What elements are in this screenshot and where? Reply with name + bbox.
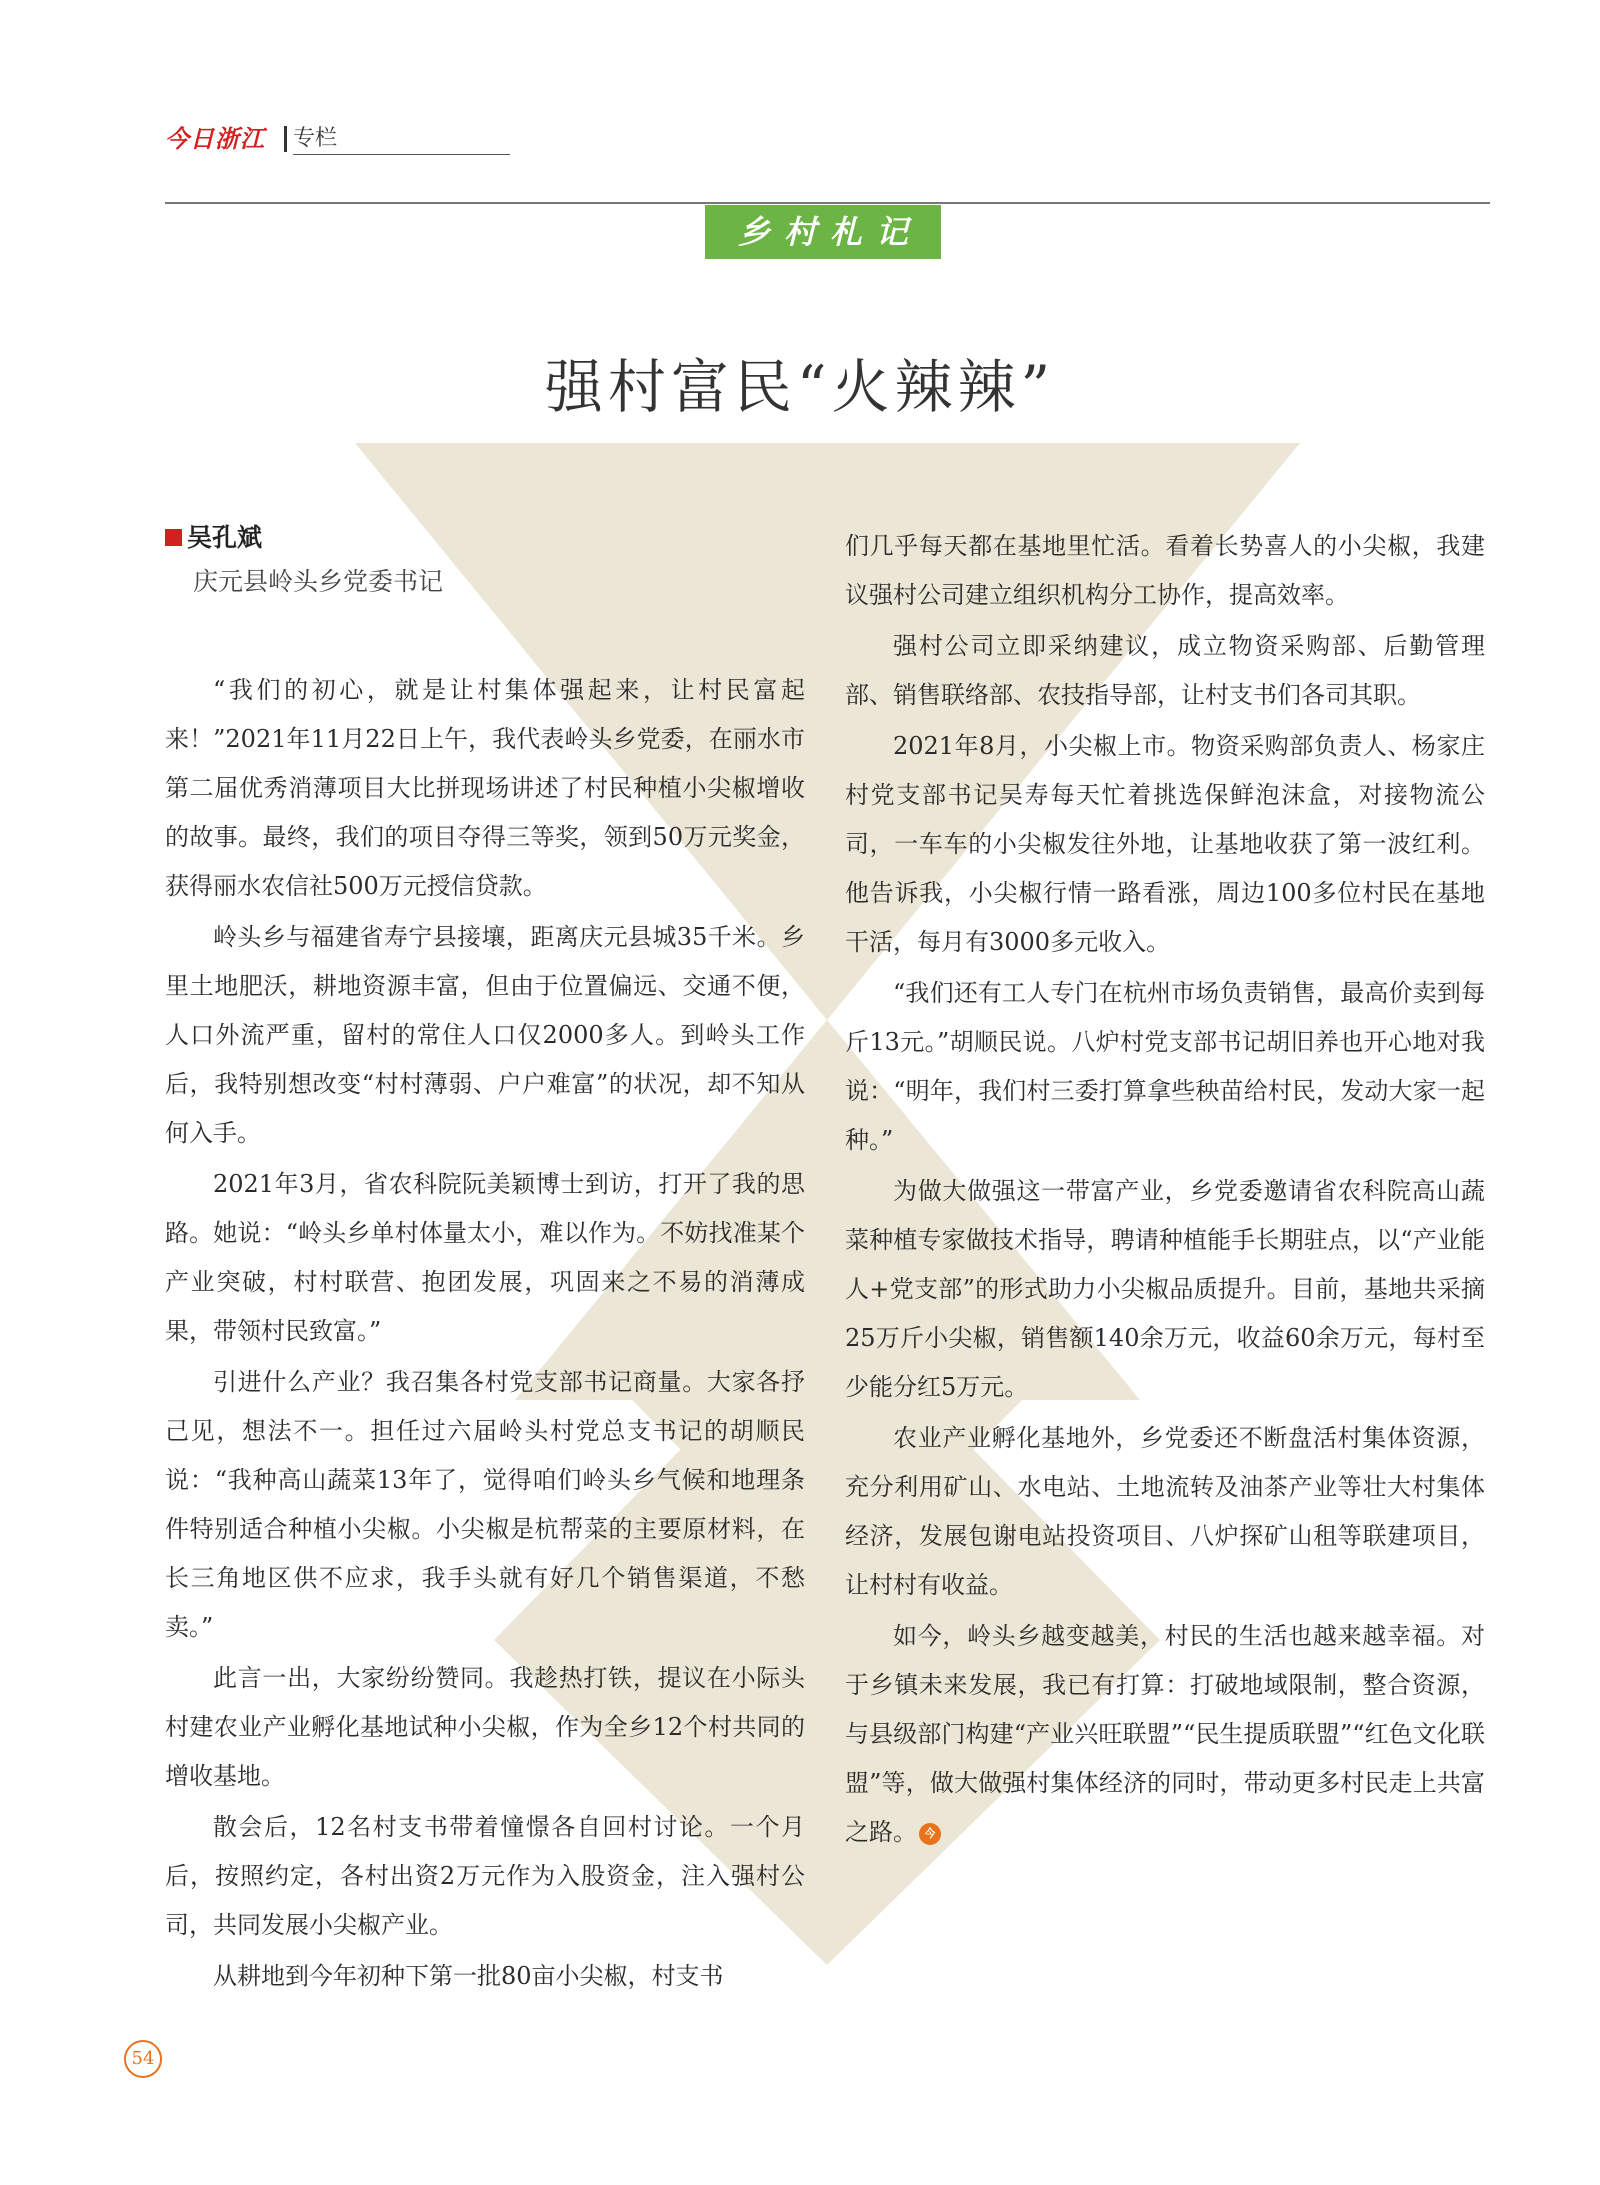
- paragraph: “我们的初心，就是让村集体强起来，让村民富起来！”2021年11月22日上午，我代表岭头乡党委，在丽水市第二届优秀消薄项目大比拼现场讲述了村民种植小尖椒增收的故事。最终，我们的项目夺得三等奖，领到50万元奖金，获得丽水农信社500万元授信贷款。: [165, 676, 805, 900]
- paragraph: 散会后，12名村支书带着憧憬各自回村讨论。一个月后，按照约定，各村出资2万元作为入股资金，注入强村公司，共同发展小尖椒产业。: [165, 1813, 805, 1939]
- author-title: 庆元县岭头乡党委书记: [193, 567, 444, 596]
- final-paragraph-text: 如今，岭头乡越变越美，村民的生活也越来越幸福。对于乡镇未来发展，我已有打算：打破地域限制，整合资源，与县级部门构建“产业兴旺联盟”“民生提质联盟”“红色文化联盟”等，做大做强村集体经济的同时，带动更多村民走上共富之路。: [845, 1622, 1485, 1846]
- top-rule: [165, 202, 1490, 204]
- article-title: 强村富民“火辣辣”: [544, 353, 1056, 421]
- column-label: 专栏: [293, 126, 338, 151]
- paragraph: 此言一出，大家纷纷赞同。我趁热打铁，提议在小际头村建农业产业孵化基地试种小尖椒，作为全乡12个村共同的增收基地。: [165, 1664, 805, 1790]
- paragraph: 从耕地到今年初种下第一批80亩小尖椒，村支书: [213, 1962, 724, 1990]
- paragraph: “我们还有工人专门在杭州市场负责销售，最高价卖到每斤13元。”胡顺民说。八炉村党支部书记胡旧养也开心地对我说：“明年，我们村三委打算拿些秧苗给村民，发动大家一起种。”: [845, 979, 1485, 1154]
- paragraph: 2021年8月，小尖椒上市。物资采购部负责人、杨家庄村党支部书记吴寿每天忙着挑选保鲜泡沫盒，对接物流公司，一车车的小尖椒发往外地，让基地收获了第一波红利。他告诉我，小尖椒行情一路看涨，周边100多位村民在基地干活，每月有3000多元收入。: [845, 732, 1485, 956]
- paragraph: 2021年3月，省农科院阮美颖博士到访，打开了我的思路。她说：“岭头乡单村体量太小，难以作为。不妨找准某个产业突破，村村联营、抱团发展，巩固来之不易的消薄成果，带领村民致富。”: [165, 1170, 805, 1345]
- page-number: 54: [124, 2040, 162, 2078]
- header-divider: [284, 126, 287, 152]
- page-header: [165, 122, 510, 158]
- paragraph: 农业产业孵化基地外，乡党委还不断盘活村集体资源，充分利用矿山、水电站、土地流转及油茶产业等壮大村集体经济，发展包谢电站投资项目、八炉探矿山租等联建项目，让村村有收益。: [845, 1424, 1485, 1599]
- magazine-brand: 今日浙江: [165, 124, 265, 153]
- left-column: [165, 666, 805, 2003]
- header-underline: [293, 154, 510, 155]
- paragraph-continuation: 们几乎每天都在基地里忙活。看着长势喜人的小尖椒，我建议强村公司建立组织机构分工协作，提高效率。: [845, 532, 1485, 609]
- final-paragraph: [845, 1612, 1485, 1857]
- right-column: [845, 522, 1485, 1859]
- paragraph: 引进什么产业？我召集各村党支部书记商量。大家各抒己见，想法不一。担任过六届岭头村党总支书记的胡顺民说：“我种高山蔬菜13年了，觉得咱们岭头乡气候和地理条件特别适合种植小尖椒。小尖椒是杭帮菜的主要原材料，在长三角地区供不应求，我手头就有好几个销售渠道，不愁卖。”: [165, 1368, 805, 1641]
- paragraph: 岭头乡与福建省寿宁县接壤，距离庆元县城35千米。乡里土地肥沃，耕地资源丰富，但由于位置偏远、交通不便，人口外流严重，留村的常住人口仅2000多人。到岭头工作后，我特别想改变“村村薄弱、户户难富”的状况，却不知从何入手。: [165, 923, 805, 1147]
- paragraph: 为做大做强这一带富产业，乡党委邀请省农科院高山蔬菜种植专家做技术指导，聘请种植能手长期驻点，以“产业能人+党支部”的形式助力小尖椒品质提升。目前，基地共采摘25万斤小尖椒，销售额140余万元，收益60余万元，每村至少能分红5万元。: [845, 1177, 1485, 1401]
- end-mark-icon: 今: [919, 1823, 941, 1845]
- section-tag: 乡村札记: [705, 205, 941, 259]
- paragraph: 强村公司立即采纳建议，成立物资采购部、后勤管理部、销售联络部、农技指导部，让村支书们各司其职。: [845, 632, 1485, 709]
- author-marker: [165, 529, 182, 546]
- author-name: 吴孔斌: [187, 523, 263, 552]
